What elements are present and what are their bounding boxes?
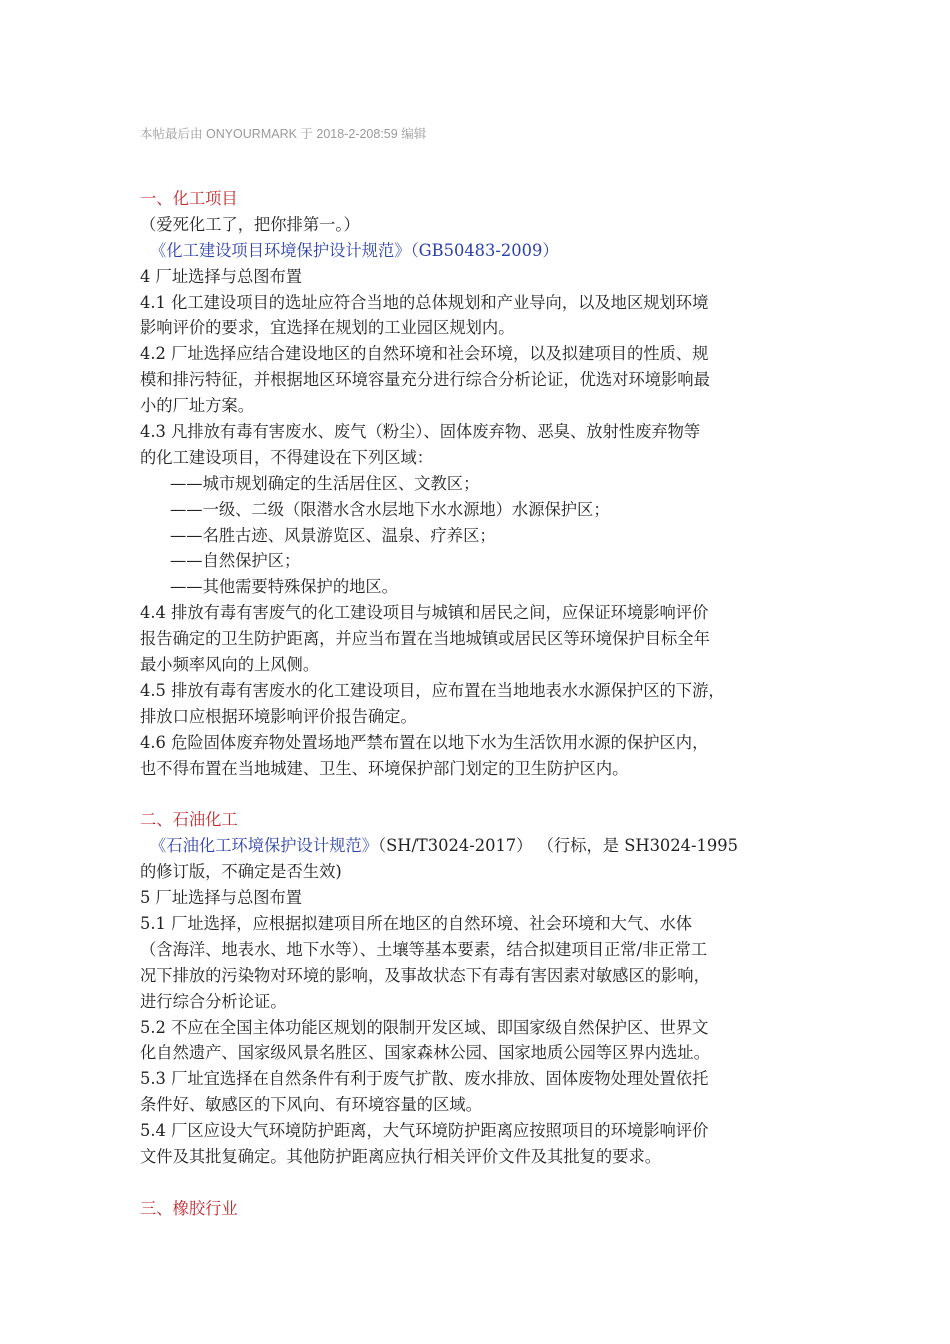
clause-line: 5.4 厂区应设大气环境防护距离，大气环境防护距离应按照项目的环境影响评价 (140, 1121, 709, 1141)
list-item: ——名胜古迹、风景游览区、温泉、疗养区； (170, 525, 496, 545)
clause-line: 4.6 危险固体废弃物处置场地严禁布置在以地下水为生活饮用水源的保护区内， (140, 732, 709, 752)
section-heading-petrochemical: 二、石油化工 (140, 810, 238, 830)
clause-line: 化自然遗产、国家级风景名胜区、国家森林公园、国家地质公园等区界内选址。 (140, 1043, 710, 1063)
section-heading-chemical: 一、化工项目 (140, 189, 238, 208)
clause-line: 4.3 凡排放有毒有害废水、废气（粉尘）、固体废弃物、恶臭、放射性废弃物等 (140, 422, 701, 442)
standard-title: 《化工建设项目环境保护设计规范》（GB50483-2009） (150, 240, 559, 260)
section-gap (140, 781, 830, 807)
clause-line: 况下排放的污染物对环境的影响，及事故状态下有毒有害因素对敏感区的影响， (140, 965, 710, 985)
clause-line: 4.5 排放有毒有害废水的化工建设项目，应布置在当地地表水水源保护区的下游， (140, 680, 725, 700)
clause-line: 报告确定的卫生防护距离，并应当布置在当地城镇或居民区等环境保护目标全年 (140, 629, 710, 649)
standard-remark: （行标，是 SH3024-1995 (537, 836, 738, 856)
clause-line: 条件好、敏感区的下风向、有环境容量的区域。 (140, 1095, 482, 1115)
list-item: ——其他需要特殊保护的地区。 (170, 577, 398, 597)
clause-line: 模和排污特征，并根据地区环境容量充分进行综合分析论证，优选对环境影响最 (140, 370, 710, 390)
clause-line: （含海洋、地表水、地下水等）、土壤等基本要素，结合拟建项目正常/非正常工 (140, 939, 708, 959)
standard-title: 《石油化工环境保护设计规范》 (150, 836, 378, 856)
clause-line: 5.3 厂址宜选择在自然条件有利于废气扩散、废水排放、固体废物处理处置依托 (140, 1069, 709, 1089)
document-content (140, 186, 830, 1222)
clause-line: 排放口应根据环境影响评价报告确定。 (140, 706, 417, 726)
list-item: ——一级、二级（限潜水含水层地下水水源地）水源保护区； (170, 499, 610, 519)
chapter-title: 4 厂址选择与总图布置 (140, 266, 303, 286)
list-item: ——自然保护区； (170, 551, 301, 571)
standard-code: （SH/T3024-2017） (377, 836, 533, 856)
clause-line: 4.1 化工建设项目的选址应符合当地的总体规划和产业导向，以及地区规划环境 (140, 292, 709, 312)
chapter-title: 5 厂址选择与总图布置 (140, 888, 303, 908)
clause-line: 4.2 厂址选择应结合建设地区的自然环境和社会环境，以及拟建项目的性质、规 (140, 344, 709, 364)
clause-line: 也不得布置在当地城建、卫生、环境保护部门划定的卫生防护区内。 (140, 758, 629, 778)
clause-line: 5.2 不应在全国主体功能区规划的限制开发区域、即国家级自然保护区、世界文 (140, 1017, 709, 1037)
section-heading-rubber: 三、橡胶行业 (140, 1198, 238, 1218)
standard-line (140, 833, 830, 859)
clause-line: 的化工建设项目，不得建设在下列区域： (140, 447, 434, 467)
edit-note: 本帖最后由 ONYOURMARK 于 2018-2-208:59 编辑 (140, 127, 427, 141)
clause-line: 影响评价的要求，宜选择在规划的工业园区规划内。 (140, 318, 515, 338)
clause-line: 最小频率风向的上风侧。 (140, 655, 320, 675)
clause-line: 4.4 排放有毒有害废气的化工建设项目与城镇和居民之间，应保证环境影响评价 (140, 603, 709, 623)
clause-line: 5.1 厂址选择，应根据拟建项目所在地区的自然环境、社会环境和大气、水体 (140, 913, 693, 933)
clause-line: 文件及其批复确定。其他防护距离应执行相关评价文件及其批复的要求。 (140, 1146, 662, 1166)
standard-remark-cont: 的修订版，不确定是否生效) (140, 862, 342, 882)
section-note: （爱死化工了，把你排第一。） (140, 214, 360, 234)
clause-line: 进行综合分析论证。 (140, 991, 287, 1011)
section-gap (140, 1170, 830, 1196)
list-item: ——城市规划确定的生活居住区、文教区； (170, 473, 480, 493)
clause-line: 小的厂址方案。 (140, 396, 254, 416)
